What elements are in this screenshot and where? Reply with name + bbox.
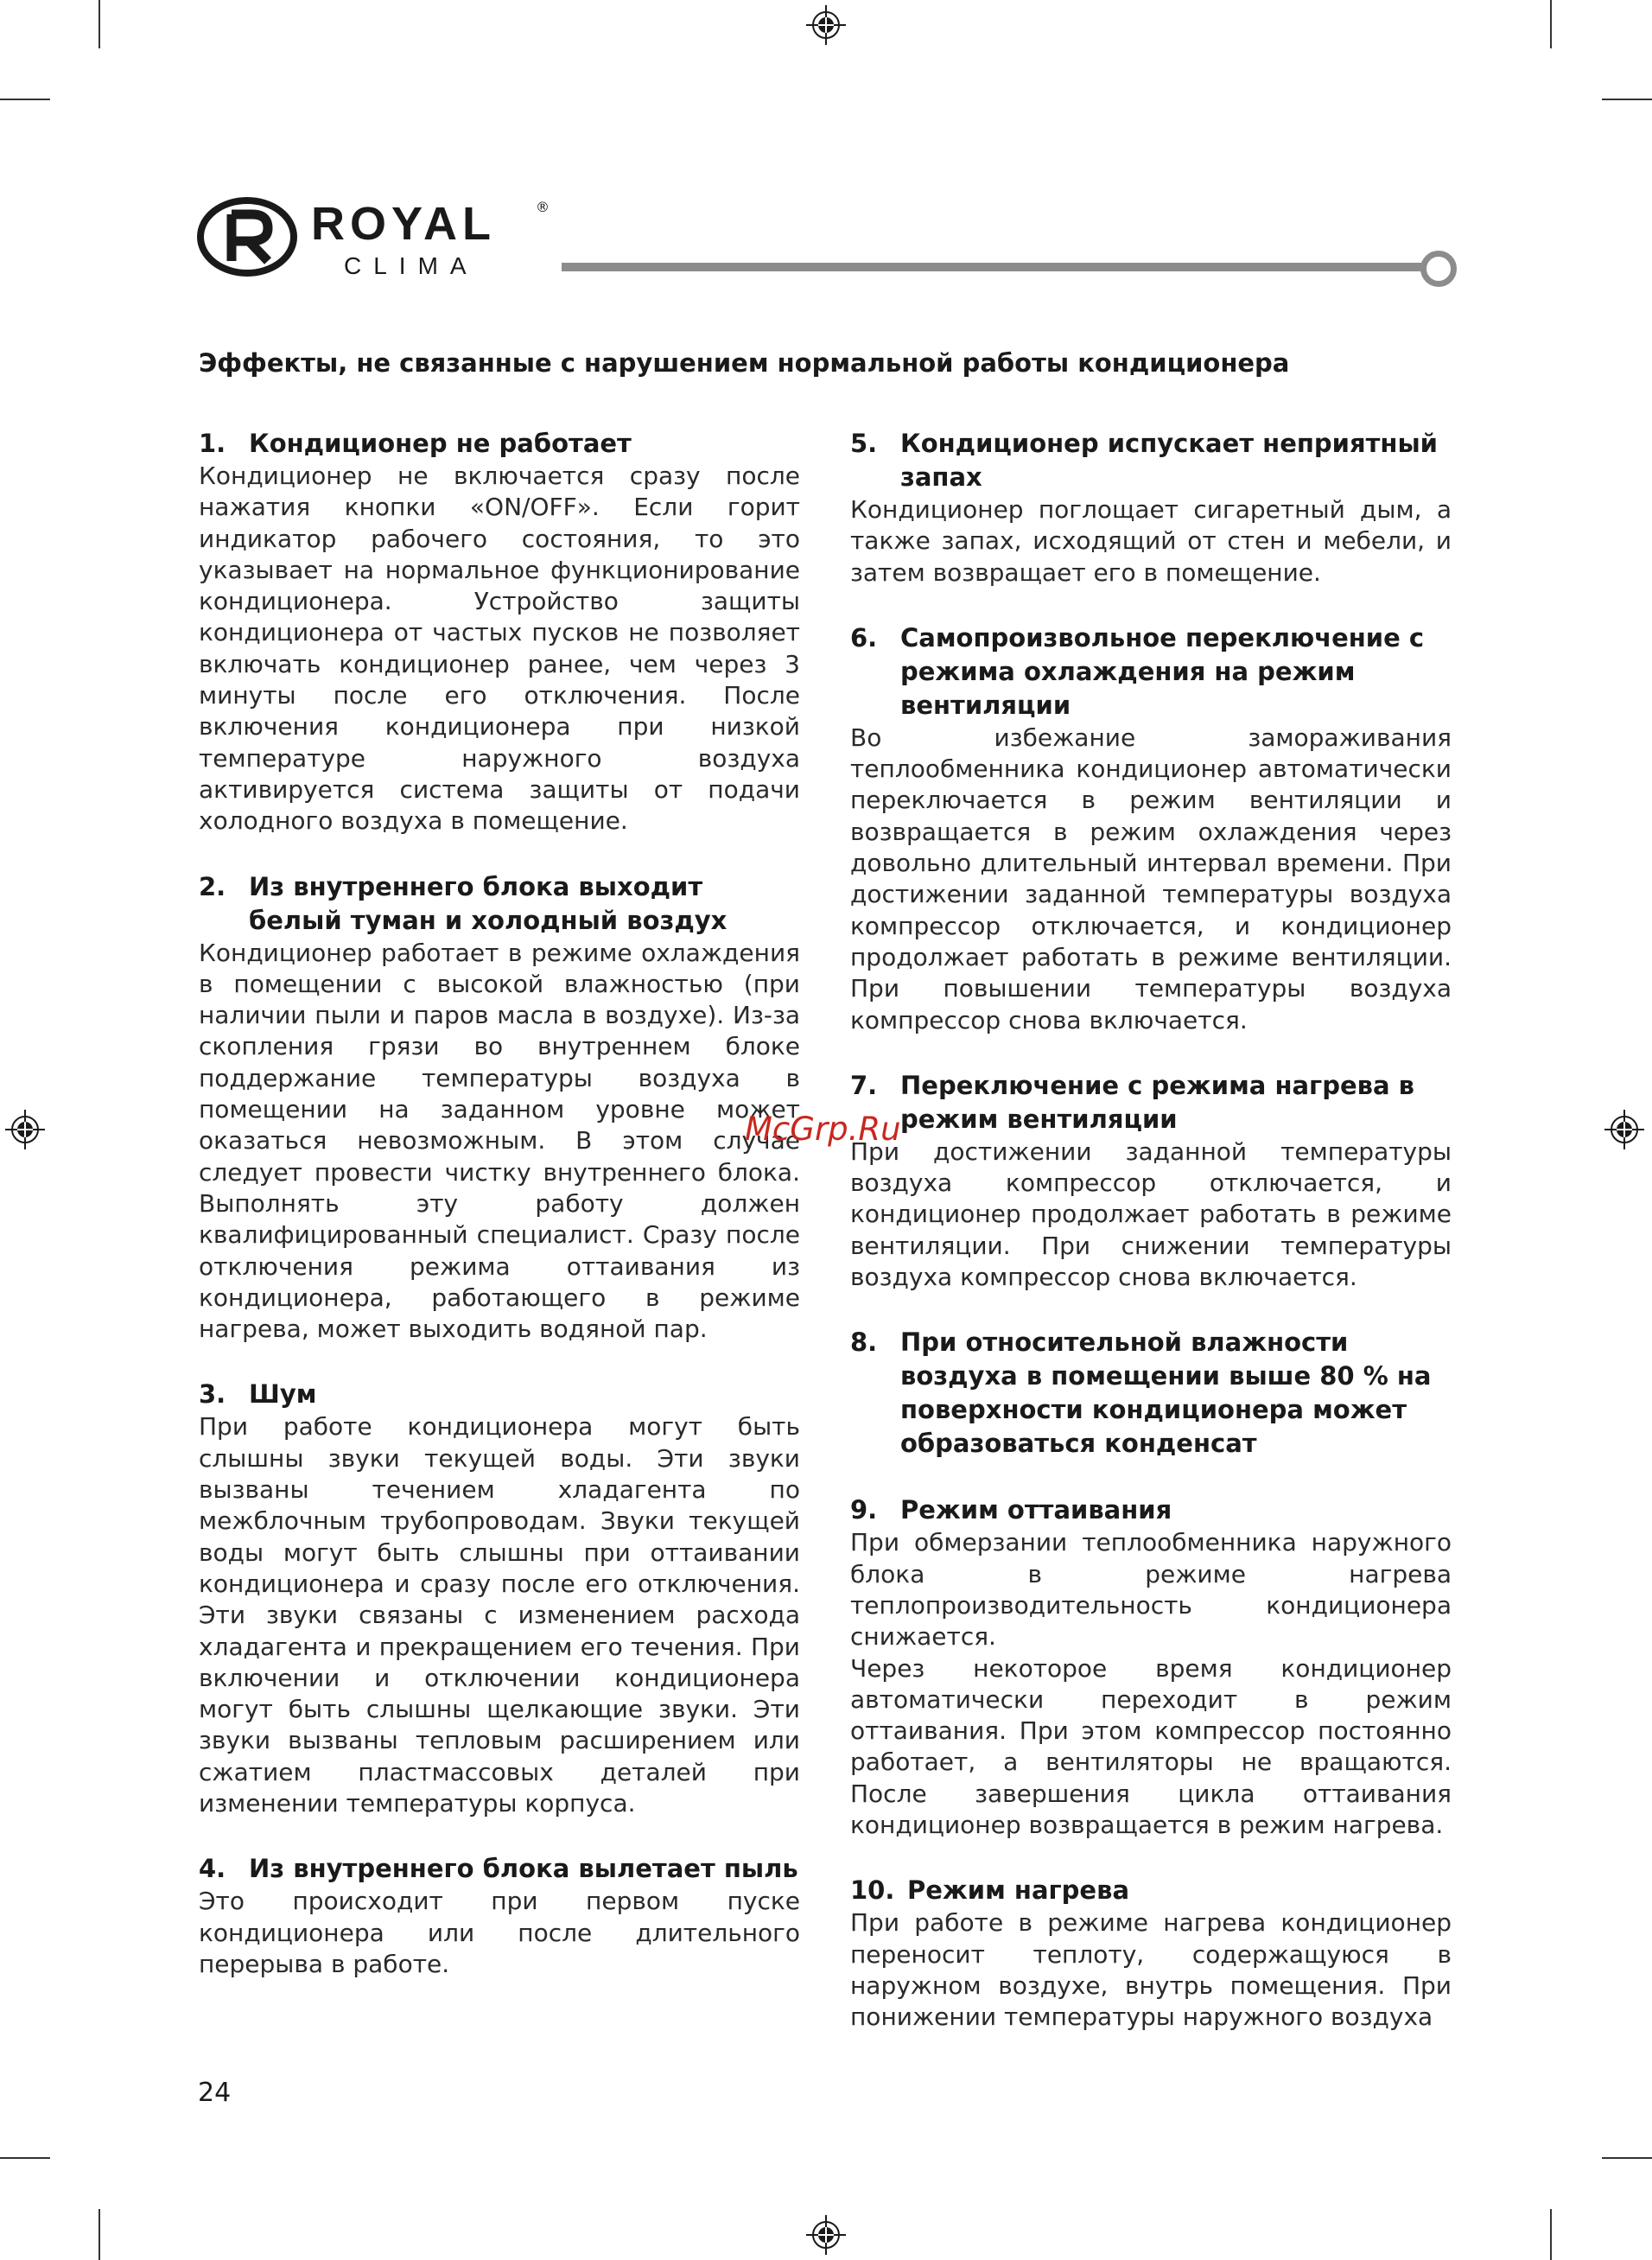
royal-r-emblem-icon	[197, 197, 299, 277]
crop-mark	[1602, 2157, 1652, 2159]
section-heading: Из внутреннего блока выходит белый туман и холодный воздух	[249, 871, 728, 935]
section-9	[850, 1493, 1452, 1841]
section-number: 5.	[850, 429, 878, 458]
registration-mark-icon	[806, 2215, 846, 2255]
section-number: 8.	[850, 1327, 878, 1358]
crop-mark	[1550, 2209, 1552, 2260]
section-text: Во избежание замораживания теплообменника кондиционер автоматически переключается в режим вентиляции и возвращается в режим охлаждения через довольно длительный интервал времени. При достижении заданной температуры воздуха компрессор отключается, и кондиционер продолжает работать в режиме вентиляции. При повышении температуры воздуха компрессор снова включается.	[850, 723, 1452, 1035]
section-heading: Кондиционер не работает	[249, 429, 632, 458]
section-heading: Режим оттаивания	[900, 1495, 1172, 1525]
registered-mark: ®	[536, 199, 550, 215]
section-heading: Переключение с режима нагрева в режим вентиляции	[900, 1070, 1414, 1134]
section-number: 4.	[199, 1854, 226, 1884]
section-number: 9.	[850, 1495, 878, 1525]
section-text-continued: Через некоторое время кондиционер автоматически переходит в режим оттаивания. При этом компрессор постоянно работает, а вентиляторы не вращаются. После завершения цикла оттаивания кондиционер возвращается в режим нагрева.	[850, 1653, 1452, 1840]
section-number: 3.	[199, 1379, 226, 1410]
section-5	[850, 427, 1452, 589]
section-heading: Режим нагрева	[907, 1875, 1130, 1906]
crop-mark	[0, 2157, 50, 2159]
section-8	[850, 1326, 1452, 1461]
section-heading: Шум	[249, 1379, 317, 1410]
crop-mark	[1602, 99, 1652, 100]
section-number: 1.	[199, 429, 226, 458]
left-column	[199, 427, 800, 2013]
header-rule-end-icon	[1420, 251, 1457, 287]
crop-mark	[98, 2209, 100, 2260]
section-7	[850, 1069, 1452, 1293]
brand-logo	[197, 197, 560, 280]
section-text: Кондиционер работает в режиме охлаждения в помещении с высокой влажностью (при наличии пыли и паров масла в воздухе). Из-за скопления грязи во внутреннем блоке поддержание температуры воздуха в помещении на заданном уровне может оказаться невозможным. В этом случае следует провести чистку внутреннего блока. Выполнять эту работу должен квалифицированный специалист. Сразу после отключения режима оттаивания из кондиционера, работающего в режиме нагрева, может выходить водяной пар.	[199, 938, 800, 1344]
section-text: Кондиционер поглощает сигаретный дым, а также запах, исходящий от стен и мебели, и затем возвращает его в помещение.	[850, 495, 1452, 587]
section-10	[850, 1874, 1452, 2033]
section-6	[850, 621, 1452, 1036]
section-heading: Кондиционер испускает неприятный запах	[900, 429, 1438, 492]
section-number: 2.	[199, 871, 226, 901]
section-number: 7.	[850, 1070, 878, 1100]
section-text: При работе кондиционера могут быть слышны звуки текущей воды. Эти звуки вызваны течением хладагента по межблочным трубопроводам. Звуки текущей воды могут быть слышны при оттаивании кондиционера и сразу после его отключения. Эти звуки связаны с изменением расхода хладагента и прекращением его течения. При включении и отключении кондиционера могут быть слышны щелкающие звуки. Эти звуки вызваны тепловым расширением или сжатием пластмассовых деталей при изменении температуры корпуса.	[199, 1412, 800, 1818]
section-3	[199, 1378, 800, 1819]
section-number: 6.	[850, 622, 878, 653]
page-title: Эффекты, не связанные с нарушением нормальной работы кондиционера	[199, 348, 1290, 378]
section-text: При работе в режиме нагрева кондиционер переносит теплоту, содержащуюся в наружном воздухе, внутрь помещения. При понижении температуры наружного воздуха	[850, 1908, 1452, 2032]
registration-mark-icon	[806, 5, 846, 45]
header-rule	[562, 263, 1424, 271]
watermark: McGrp.Ru	[745, 1111, 901, 1148]
section-heading: Самопроизвольное переключение с режима охлаждения на режим вентиляции	[900, 622, 1425, 720]
crop-mark	[98, 0, 100, 48]
section-text: При обмерзании теплообменника наружного блока в режиме нагрева теплопроизводительность кондиционера снижается.	[850, 1528, 1452, 1652]
section-2	[199, 870, 800, 1346]
section-text: Это происходит при первом пуске кондиционера или после длительного перерыва в работе.	[199, 1887, 800, 1978]
brand-sub: CLIMA	[344, 252, 479, 279]
section-1	[199, 427, 800, 837]
section-4	[199, 1852, 800, 1980]
page-number: 24	[198, 2078, 232, 2108]
crop-mark	[1550, 0, 1552, 48]
section-number: 10.	[850, 1875, 895, 1906]
registration-mark-icon	[5, 1110, 45, 1149]
section-text: При достижении заданной температуры воздуха компрессор отключается, и кондиционер продолжает работать в режиме вентиляции. При снижении температуры воздуха компрессор снова включается.	[850, 1136, 1452, 1292]
section-heading: При относительной влажности воздуха в помещении выше 80 % на поверхности кондиционера может образоваться конденсат	[900, 1327, 1432, 1459]
crop-mark	[0, 99, 50, 100]
section-text: Кондиционер не включается сразу после нажатия кнопки «ON/OFF». Если горит индикатор рабочего состояния, то это указывает на нормальное функционирование кондиционера. Устройство защиты кондиционера от частых пусков не позволяет включать кондиционер ранее, чем через 3 минуты после его отключения. После включения кондиционера при низкой температуре наружного воздуха активируется система защиты от подачи холодного воздуха в помещение.	[199, 462, 800, 836]
section-heading: Из внутреннего блока вылетает пыль	[249, 1854, 798, 1884]
registration-mark-icon	[1604, 1110, 1644, 1149]
right-column	[850, 427, 1452, 2066]
brand-name: ROYAL	[311, 198, 497, 250]
